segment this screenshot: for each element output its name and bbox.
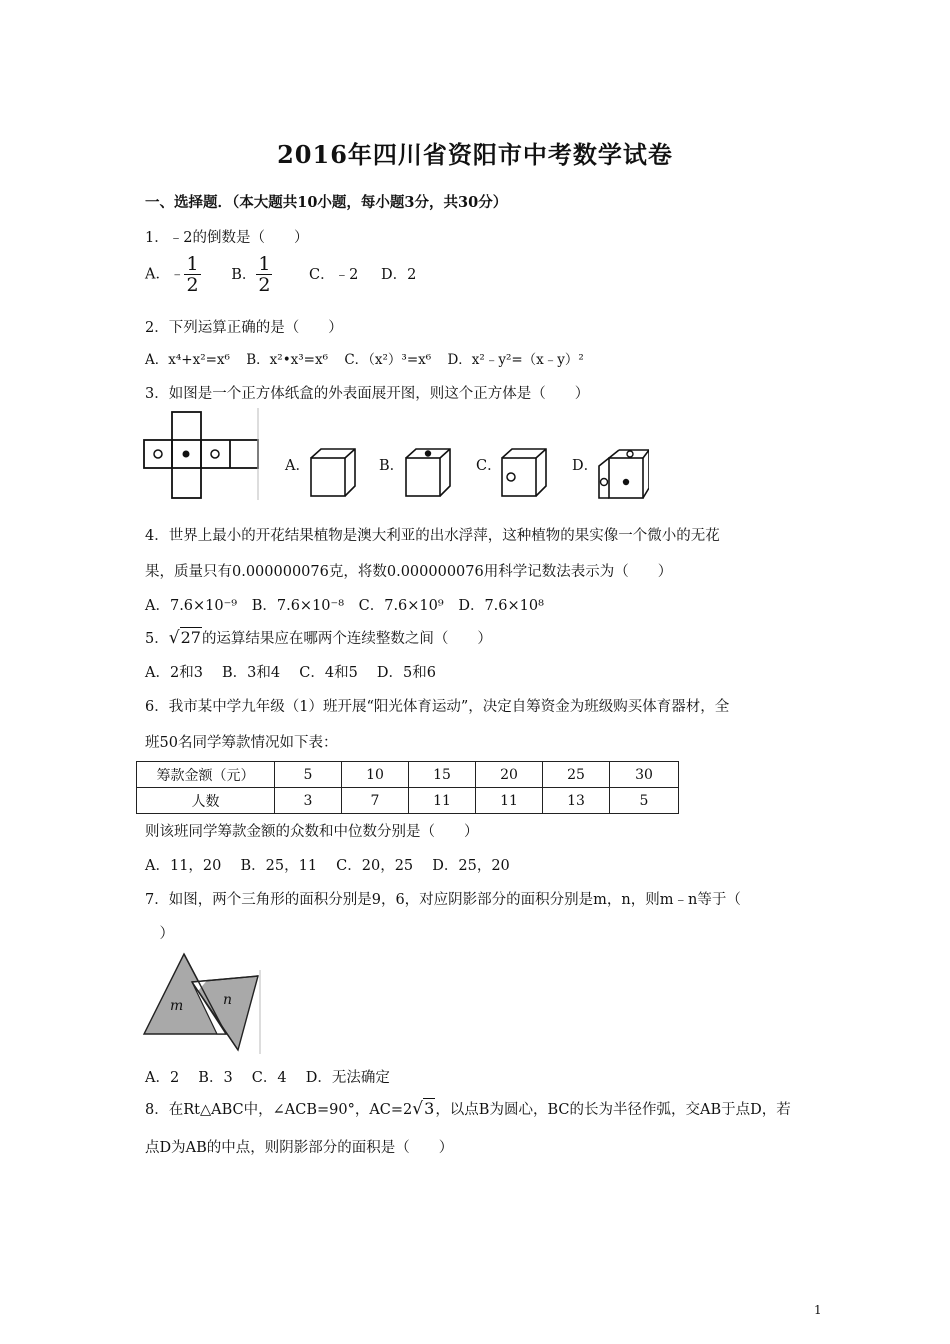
- table-row: [137, 788, 679, 814]
- table-cell: 10: [342, 762, 409, 788]
- fraction-denominator: 2: [258, 274, 271, 296]
- q3-option-d-cube: [591, 446, 649, 502]
- q4-option-b: B．7.6×10⁻⁸: [251, 598, 345, 614]
- q3-option-c-label: C．: [476, 458, 502, 474]
- solid-dot-icon: [425, 450, 431, 456]
- q7-options: A．2 B．3 C．4 D．无法确定: [145, 1070, 390, 1086]
- q6-line2: 班50名同学筹款情况如下表：: [145, 735, 338, 751]
- table-cell: 25: [543, 762, 610, 788]
- q6-line1: 6．我市某中学九年级（1）班开展“阳光体育运动”，决定自筹资金为班级购买体育器材，全: [145, 699, 730, 715]
- table-header-cell: 人数: [137, 788, 275, 814]
- table-cell: 30: [610, 762, 679, 788]
- q5-stem-rest: 的运算结果应在哪两个连续整数之间（ ）: [201, 631, 492, 647]
- donation-table: [136, 761, 679, 814]
- q1-option-b-label: B．: [231, 266, 257, 283]
- q1-option-a-label: A．: [145, 266, 170, 283]
- q1-stem: 1．﹣2的倒数是（ ）: [145, 230, 309, 246]
- table-cell: 11: [409, 788, 476, 814]
- q8-line1: [145, 1098, 791, 1119]
- q3-option-b-label: B．: [379, 458, 405, 474]
- q2-option-d: D．x²﹣y²=（x﹣y）²: [447, 352, 584, 368]
- table-row: [137, 762, 679, 788]
- label-n: n: [223, 992, 233, 1008]
- fraction-numerator: 1: [258, 253, 271, 275]
- q4-line1: 4．世界上最小的开花结果植物是澳大利亚的出水浮萍，这种植物的果实像一个微小的无花: [145, 528, 720, 544]
- q8-prefix: 8．在Rt△ABC中，∠ACB=90°，AC=2: [145, 1102, 413, 1118]
- q3-option-a-label: A．: [285, 458, 310, 474]
- table-cell: 15: [409, 762, 476, 788]
- label-m: m: [170, 998, 184, 1014]
- q4-line2: 果，质量只有0.000000076克，将数0.000000076用科学记数法表示为（ ）: [145, 564, 673, 580]
- q1-option-b-fraction: [256, 254, 272, 295]
- hollow-dot-icon: [211, 450, 219, 458]
- q4-option-d: D．7.6×10⁸: [458, 598, 544, 614]
- table-cell: 5: [610, 788, 679, 814]
- q2-stem: 2．下列运算正确的是（ ）: [145, 320, 343, 336]
- q3-option-d-label: D．: [572, 458, 599, 474]
- page-title: 2016年四川省资阳市中考数学试卷: [277, 140, 673, 169]
- q4-option-c: C．7.6×10⁹: [358, 598, 444, 614]
- q6-options: A．11，20 B．25，11 C．20，25 D．25，20: [145, 858, 510, 874]
- q3-option-c-cube: [494, 446, 550, 500]
- q1-options: [145, 254, 416, 295]
- radical-sign-icon: √: [168, 628, 180, 648]
- q5-sqrt: [169, 628, 202, 648]
- fraction-denominator: 2: [186, 274, 199, 296]
- q8-sqrt: [412, 1099, 435, 1119]
- q1-option-a-fraction: [184, 254, 200, 295]
- hollow-dot-icon: [154, 450, 162, 458]
- q7-line1: 7．如图，两个三角形的面积分别是9，6，对应阴影部分的面积分别是m，n，则m﹣n等于（: [145, 892, 741, 908]
- table-cell: 7: [342, 788, 409, 814]
- q1-option-a-sign: ﹣: [169, 266, 185, 283]
- solid-dot-icon: [623, 479, 629, 485]
- hollow-dot-icon: [507, 473, 515, 481]
- q5-number: 5．: [145, 631, 169, 647]
- table-cell: 13: [543, 788, 610, 814]
- table-header-cell: 筹款金额（元）: [137, 762, 275, 788]
- solid-dot-icon: [183, 451, 190, 458]
- section-heading: 一、选择题．（本大题共10小题，每小题3分，共30分）: [145, 194, 508, 211]
- q8-radicand: 3: [424, 1099, 435, 1118]
- table-cell: 11: [476, 788, 543, 814]
- table-cell: 20: [476, 762, 543, 788]
- fraction-numerator: 1: [186, 253, 199, 275]
- q1-option-c: C．﹣2: [309, 266, 359, 283]
- q2-options: [145, 348, 584, 368]
- q8-line2: 点D为AB的中点，则阴影部分的面积是（ ）: [145, 1140, 454, 1156]
- q7-line2: ）: [145, 926, 174, 942]
- hollow-dot-icon: [601, 479, 608, 486]
- q4-option-a: A．7.6×10⁻⁹: [145, 598, 238, 614]
- hollow-dot-icon: [627, 451, 633, 457]
- table-cell: 5: [275, 762, 342, 788]
- q2-option-a: A．x⁴+x²=x⁶: [145, 352, 230, 368]
- triangles-figure: [140, 950, 265, 1055]
- radical-sign-icon: √: [412, 1099, 424, 1119]
- q8-suffix: ，以点B为圆心，BC的长为半径作弧，交AB于点D，若: [435, 1102, 791, 1118]
- q3-option-b-cube: [398, 446, 454, 500]
- q5-stem: [145, 627, 492, 648]
- q2-option-b: B．x²•x³=x⁶: [246, 352, 329, 368]
- q1-option-d: D．2: [380, 266, 417, 283]
- q3-stem: 3．如图是一个正方体纸盒的外表面展开图，则这个正方体是（ ）: [145, 386, 590, 402]
- q5-options: A．2和3 B．3和4 C．4和5 D．5和6: [145, 665, 436, 681]
- page-number: 1: [814, 1303, 822, 1317]
- q5-radicand: 27: [180, 628, 201, 647]
- table-cell: 3: [275, 788, 342, 814]
- cube-net-figure: [140, 408, 270, 503]
- q2-option-c: C．（x²）³=x⁶: [344, 352, 432, 368]
- q6-question: 则该班同学筹款金额的众数和中位数分别是（ ）: [145, 824, 479, 840]
- q3-option-a-cube: [303, 446, 359, 500]
- q4-options: [145, 594, 544, 615]
